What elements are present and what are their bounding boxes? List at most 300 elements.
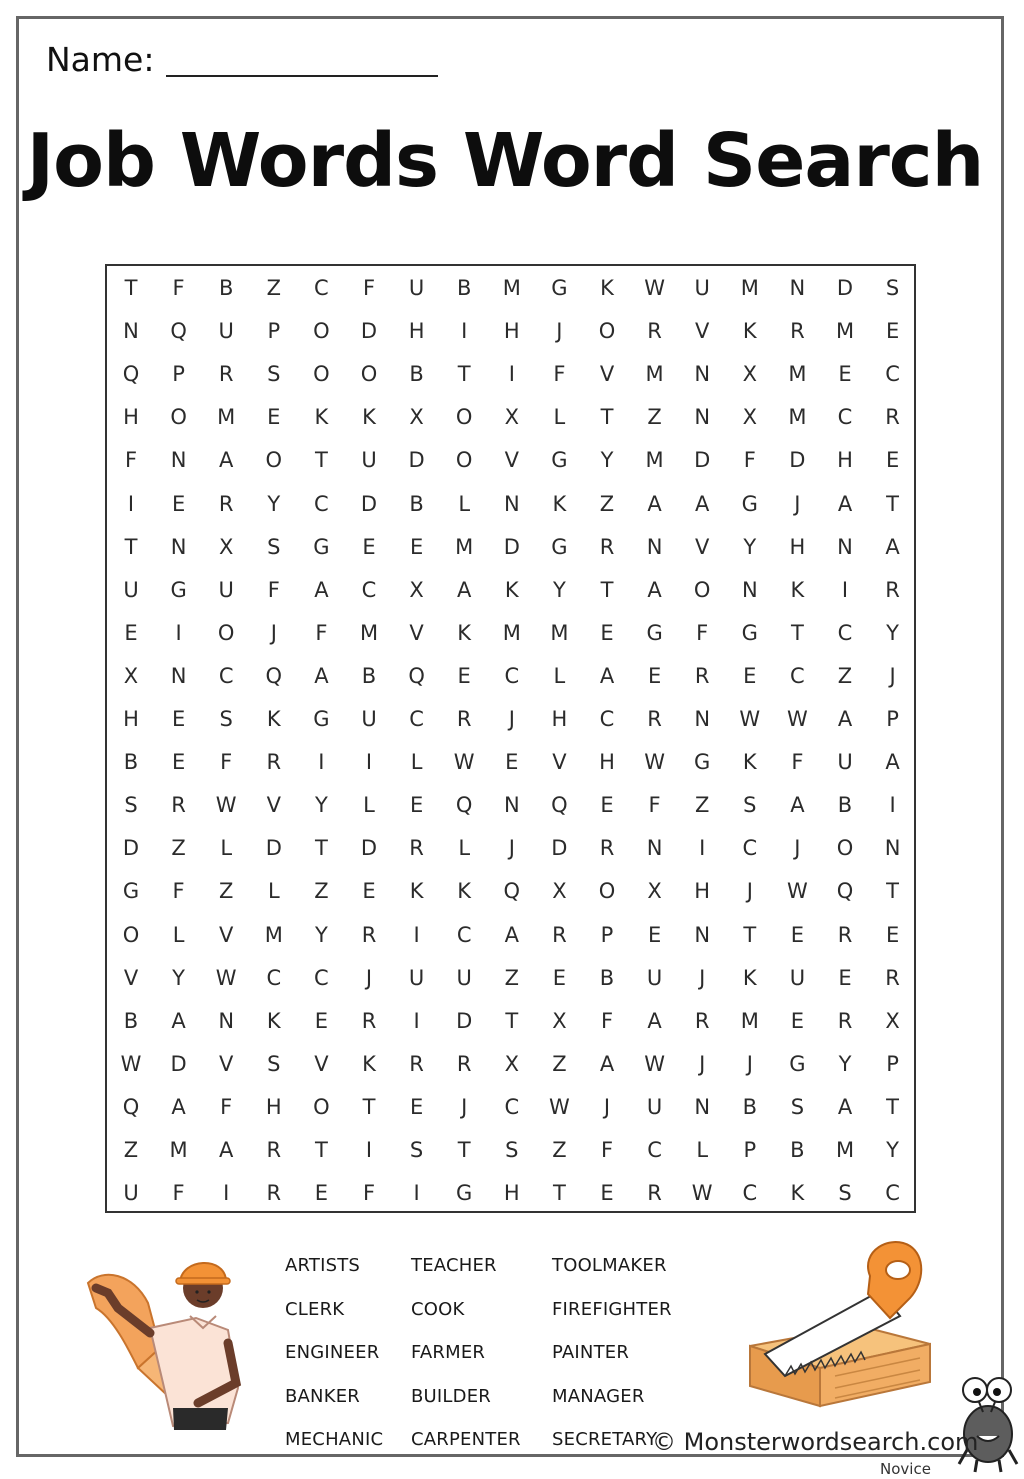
grid-letter[interactable]: T	[886, 1094, 899, 1119]
grid-letter[interactable]: Y	[838, 1051, 852, 1076]
grid-letter[interactable]: R	[361, 922, 377, 947]
grid-letter[interactable]: U	[646, 965, 663, 990]
grid-letter[interactable]: H	[599, 750, 615, 775]
grid-letter[interactable]: A	[219, 448, 234, 473]
grid-letter[interactable]: E	[409, 1094, 424, 1119]
grid-letter[interactable]: N	[170, 663, 187, 688]
grid-letter[interactable]: T	[457, 362, 471, 387]
grid-letter[interactable]: U	[694, 276, 710, 300]
grid-letter[interactable]: A	[647, 491, 662, 516]
grid-letter[interactable]: T	[886, 879, 899, 904]
grid-letter[interactable]: E	[457, 663, 471, 688]
grid-letter[interactable]: U	[408, 276, 425, 300]
grid-letter[interactable]: E	[647, 922, 662, 947]
grid-letter[interactable]: N	[170, 534, 187, 559]
grid-letter[interactable]: C	[361, 577, 377, 602]
grid-letter[interactable]: X	[885, 1008, 900, 1033]
grid-letter[interactable]: V	[219, 1051, 234, 1076]
grid-letter[interactable]: M	[169, 1138, 188, 1162]
grid-letter[interactable]: J	[461, 1094, 468, 1119]
grid-letter[interactable]: U	[218, 319, 234, 344]
grid-letter[interactable]: D	[122, 836, 140, 861]
grid-letter[interactable]: D	[360, 836, 378, 861]
grid-letter[interactable]: M	[788, 362, 807, 387]
grid-letter[interactable]: M	[264, 922, 283, 947]
grid-letter[interactable]: M	[645, 448, 664, 473]
grid-letter[interactable]: H	[503, 319, 520, 344]
grid-letter[interactable]: F	[220, 1094, 233, 1119]
grid-letter[interactable]: Y	[600, 448, 614, 473]
grid-letter[interactable]: G	[694, 750, 711, 775]
grid-letter[interactable]: X	[552, 1008, 567, 1033]
grid-letter[interactable]: E	[600, 620, 614, 645]
grid-letter[interactable]: T	[790, 620, 804, 645]
grid-letter[interactable]: G	[551, 276, 568, 300]
grid-letter[interactable]: T	[124, 276, 138, 300]
grid-letter[interactable]: O	[170, 405, 187, 430]
grid-letter[interactable]: K	[314, 405, 329, 430]
grid-letter[interactable]: S	[743, 793, 757, 818]
grid-letter[interactable]: I	[841, 577, 849, 602]
grid-letter[interactable]: Z	[694, 793, 710, 818]
grid-letter[interactable]: M	[359, 620, 379, 645]
grid-letter[interactable]: E	[314, 1008, 329, 1033]
grid-letter[interactable]: Z	[599, 491, 615, 516]
grid-letter[interactable]: S	[124, 793, 138, 818]
grid-letter[interactable]: I	[365, 1138, 373, 1162]
grid-letter[interactable]: B	[123, 1008, 139, 1033]
grid-letter[interactable]: W	[215, 793, 237, 818]
grid-letter[interactable]: Q	[408, 663, 425, 688]
grid-letter[interactable]: M	[740, 276, 759, 300]
grid-letter[interactable]: U	[789, 965, 806, 990]
grid-letter[interactable]: V	[123, 965, 139, 990]
grid-letter[interactable]: T	[505, 1008, 519, 1033]
grid-letter[interactable]: A	[885, 750, 900, 775]
grid-letter[interactable]: I	[413, 1181, 420, 1206]
grid-letter[interactable]: W	[787, 879, 808, 904]
grid-letter[interactable]: O	[313, 319, 330, 344]
grid-letter[interactable]: E	[267, 405, 281, 430]
grid-letter[interactable]: E	[600, 793, 614, 818]
grid-letter[interactable]: G	[551, 534, 568, 559]
grid-letter[interactable]: H	[837, 448, 853, 473]
grid-letter[interactable]: Q	[503, 879, 521, 904]
grid-letter[interactable]: Y	[552, 577, 566, 602]
grid-letter[interactable]: X	[552, 879, 567, 904]
grid-letter[interactable]: A	[885, 534, 900, 559]
grid-letter[interactable]: J	[270, 620, 277, 645]
grid-letter[interactable]: Z	[504, 965, 519, 990]
grid-letter[interactable]: X	[742, 405, 757, 430]
grid-letter[interactable]: X	[504, 405, 519, 430]
grid-letter[interactable]: V	[552, 750, 567, 775]
grid-letter[interactable]: M	[645, 362, 664, 387]
grid-letter[interactable]: A	[171, 1008, 186, 1033]
grid-letter[interactable]: U	[361, 448, 377, 473]
grid-letter[interactable]: B	[218, 276, 234, 300]
grid-letter[interactable]: U	[123, 577, 139, 602]
grid-letter[interactable]: A	[695, 491, 710, 516]
grid-letter[interactable]: D	[360, 491, 378, 516]
grid-letter[interactable]: A	[837, 491, 853, 516]
grid-letter[interactable]: K	[266, 707, 281, 731]
grid-letter[interactable]: T	[600, 405, 614, 430]
grid-letter[interactable]: H	[503, 1181, 520, 1206]
grid-letter[interactable]: C	[790, 663, 805, 688]
grid-letter[interactable]: L	[553, 663, 566, 688]
grid-letter[interactable]: R	[218, 491, 234, 516]
grid-letter[interactable]: K	[457, 879, 472, 904]
grid-letter[interactable]: D	[789, 448, 806, 473]
grid-letter[interactable]: C	[504, 1094, 520, 1119]
grid-letter[interactable]: H	[408, 319, 425, 344]
grid-letter[interactable]: V	[219, 922, 234, 947]
grid-letter[interactable]: J	[746, 879, 753, 904]
grid-letter[interactable]: R	[361, 1008, 377, 1033]
grid-letter[interactable]: N	[694, 922, 711, 947]
grid-letter[interactable]: J	[889, 663, 896, 688]
grid-letter[interactable]: C	[266, 965, 282, 990]
grid-letter[interactable]: N	[170, 448, 187, 473]
grid-letter[interactable]: H	[551, 707, 568, 731]
grid-letter[interactable]: P	[886, 707, 899, 731]
grid-letter[interactable]: M	[550, 620, 569, 645]
grid-letter[interactable]: V	[504, 448, 519, 473]
grid-letter[interactable]: J	[603, 1094, 611, 1119]
grid-letter[interactable]: U	[646, 1094, 663, 1119]
grid-letter[interactable]: R	[552, 922, 567, 947]
grid-letter[interactable]: J	[794, 836, 801, 861]
grid-letter[interactable]: T	[314, 448, 328, 473]
grid-letter[interactable]: R	[694, 663, 710, 688]
grid-letter[interactable]: K	[552, 491, 567, 516]
grid-letter[interactable]: O	[455, 448, 473, 473]
grid-letter[interactable]: K	[362, 405, 376, 430]
grid-letter[interactable]: W	[787, 707, 808, 731]
grid-letter[interactable]: F	[600, 1138, 614, 1162]
grid-letter[interactable]: D	[456, 1008, 473, 1033]
grid-letter[interactable]: U	[456, 965, 472, 990]
grid-letter[interactable]: R	[171, 793, 186, 818]
grid-letter[interactable]: E	[885, 319, 900, 344]
grid-letter[interactable]: L	[458, 491, 471, 516]
grid-letter[interactable]: E	[838, 362, 852, 387]
grid-letter[interactable]: R	[885, 405, 900, 430]
grid-letter[interactable]: I	[508, 362, 515, 387]
grid-letter[interactable]: A	[457, 577, 472, 602]
grid-letter[interactable]: E	[600, 1181, 614, 1206]
grid-letter[interactable]: Y	[886, 620, 899, 645]
grid-letter[interactable]: F	[600, 1008, 614, 1033]
grid-letter[interactable]: R	[266, 750, 282, 775]
grid-letter[interactable]: F	[220, 750, 233, 775]
grid-letter[interactable]: D	[265, 836, 282, 861]
grid-letter[interactable]: N	[884, 836, 901, 861]
grid-letter[interactable]: W	[120, 1051, 142, 1076]
grid-letter[interactable]: Q	[122, 362, 140, 387]
grid-letter[interactable]: O	[360, 362, 378, 387]
grid-letter[interactable]: Z	[837, 663, 853, 688]
grid-letter[interactable]: G	[646, 620, 663, 645]
grid-letter[interactable]: S	[219, 707, 233, 731]
grid-letter[interactable]: Z	[647, 405, 662, 430]
grid-letter[interactable]: U	[218, 577, 234, 602]
grid-letter[interactable]: P	[743, 1138, 757, 1162]
grid-letter[interactable]: W	[215, 965, 237, 990]
grid-letter[interactable]: G	[313, 534, 330, 559]
grid-letter[interactable]: R	[647, 319, 662, 344]
grid-letter[interactable]: G	[741, 491, 758, 516]
grid-letter[interactable]: C	[218, 663, 234, 688]
grid-letter[interactable]: E	[838, 965, 852, 990]
grid-letter[interactable]: L	[458, 836, 471, 861]
grid-letter[interactable]: J	[508, 836, 515, 861]
grid-letter[interactable]: F	[362, 276, 376, 300]
grid-letter[interactable]: C	[314, 965, 329, 990]
grid-letter[interactable]: K	[457, 620, 472, 645]
grid-letter[interactable]: I	[461, 319, 468, 344]
grid-letter[interactable]: G	[741, 620, 758, 645]
grid-letter[interactable]: K	[790, 1181, 805, 1206]
grid-letter[interactable]: R	[218, 362, 234, 387]
grid-letter[interactable]: X	[647, 879, 662, 904]
grid-letter[interactable]: R	[599, 534, 615, 559]
grid-letter[interactable]: T	[124, 534, 138, 559]
grid-letter[interactable]: S	[790, 1094, 805, 1119]
grid-letter[interactable]: F	[172, 276, 185, 300]
grid-letter[interactable]: V	[599, 362, 615, 387]
grid-letter[interactable]: A	[314, 577, 329, 602]
grid-letter[interactable]: B	[123, 750, 139, 775]
grid-letter[interactable]: M	[835, 319, 855, 344]
grid-letter[interactable]: C	[837, 405, 853, 430]
grid-letter[interactable]: R	[647, 707, 662, 731]
grid-letter[interactable]: A	[647, 1008, 662, 1033]
grid-letter[interactable]: F	[362, 1181, 376, 1206]
grid-letter[interactable]: M	[502, 276, 521, 300]
grid-letter[interactable]: E	[647, 663, 662, 688]
grid-letter[interactable]: L	[553, 405, 566, 430]
grid-letter[interactable]: M	[455, 534, 474, 559]
grid-letter[interactable]: I	[127, 491, 135, 516]
grid-letter[interactable]: R	[837, 1008, 853, 1033]
grid-letter[interactable]: K	[790, 577, 805, 602]
grid-letter[interactable]: H	[123, 405, 139, 430]
grid-letter[interactable]: E	[409, 534, 424, 559]
grid-letter[interactable]: B	[409, 491, 424, 516]
grid-letter[interactable]: G	[313, 707, 330, 731]
grid-letter[interactable]: U	[123, 1181, 139, 1206]
grid-letter[interactable]: N	[646, 534, 663, 559]
grid-letter[interactable]: J	[365, 965, 373, 990]
grid-letter[interactable]: D	[360, 319, 378, 344]
grid-letter[interactable]: H	[789, 534, 806, 559]
grid-letter[interactable]: A	[314, 663, 329, 688]
grid-letter[interactable]: J	[699, 1051, 706, 1076]
grid-letter[interactable]: C	[885, 1181, 900, 1206]
grid-letter[interactable]: Q	[265, 663, 283, 688]
grid-letter[interactable]: V	[314, 1051, 329, 1076]
grid-letter[interactable]: M	[502, 620, 521, 645]
grid-letter[interactable]: C	[409, 707, 424, 731]
grid-letter[interactable]: N	[694, 1094, 711, 1119]
grid-letter[interactable]: E	[171, 750, 186, 775]
grid-letter[interactable]: I	[413, 1008, 420, 1033]
grid-letter[interactable]: S	[409, 1138, 424, 1162]
grid-letter[interactable]: L	[172, 922, 185, 947]
grid-letter[interactable]: J	[699, 965, 706, 990]
grid-letter[interactable]: Q	[122, 1094, 140, 1119]
grid-letter[interactable]: B	[599, 965, 615, 990]
grid-letter[interactable]: R	[266, 1138, 282, 1162]
grid-letter[interactable]: O	[693, 577, 711, 602]
grid-letter[interactable]: Q	[455, 793, 473, 818]
grid-letter[interactable]: V	[409, 620, 424, 645]
grid-letter[interactable]: M	[835, 1138, 855, 1162]
grid-letter[interactable]: E	[552, 965, 567, 990]
grid-letter[interactable]: C	[885, 362, 900, 387]
grid-letter[interactable]: T	[600, 577, 614, 602]
grid-letter[interactable]: E	[314, 1181, 329, 1206]
grid-letter[interactable]: W	[549, 1094, 570, 1119]
grid-letter[interactable]: N	[503, 491, 520, 516]
grid-letter[interactable]: I	[175, 620, 182, 645]
grid-letter[interactable]: K	[266, 1008, 281, 1033]
grid-letter[interactable]: F	[172, 879, 185, 904]
grid-letter[interactable]: F	[315, 620, 328, 645]
grid-letter[interactable]: N	[646, 836, 663, 861]
grid-letter[interactable]: U	[837, 750, 853, 775]
grid-letter[interactable]: Y	[743, 534, 757, 559]
grid-letter[interactable]: D	[551, 836, 568, 861]
grid-letter[interactable]: O	[598, 319, 616, 344]
grid-letter[interactable]: R	[885, 965, 900, 990]
grid-letter[interactable]: N	[694, 362, 711, 387]
grid-letter[interactable]: Y	[314, 793, 328, 818]
grid-letter[interactable]: T	[886, 491, 899, 516]
grid-letter[interactable]: M	[788, 405, 807, 430]
grid-letter[interactable]: B	[456, 276, 472, 300]
grid-letter[interactable]: I	[223, 1181, 230, 1206]
grid-letter[interactable]: T	[314, 836, 328, 861]
grid-letter[interactable]: O	[217, 620, 235, 645]
grid-letter[interactable]: N	[694, 405, 711, 430]
grid-letter[interactable]: E	[171, 491, 186, 516]
grid-letter[interactable]: R	[790, 319, 805, 344]
grid-letter[interactable]: F	[648, 793, 661, 818]
grid-letter[interactable]: Q	[551, 793, 568, 818]
grid-letter[interactable]: A	[504, 922, 519, 947]
grid-letter[interactable]: R	[456, 707, 472, 731]
grid-letter[interactable]: N	[694, 707, 711, 731]
grid-letter[interactable]: C	[504, 663, 520, 688]
grid-letter[interactable]: O	[122, 922, 140, 947]
grid-letter[interactable]: X	[218, 534, 234, 559]
grid-letter[interactable]: T	[314, 1138, 328, 1162]
grid-letter[interactable]: F	[172, 1181, 185, 1206]
grid-letter[interactable]: W	[739, 707, 761, 731]
grid-letter[interactable]: S	[267, 1051, 281, 1076]
grid-letter[interactable]: O	[598, 879, 616, 904]
grid-letter[interactable]: A	[837, 707, 853, 731]
grid-letter[interactable]: V	[695, 319, 710, 344]
grid-letter[interactable]: X	[742, 362, 757, 387]
grid-letter[interactable]: O	[313, 1094, 330, 1119]
grid-letter[interactable]: T	[457, 1138, 471, 1162]
grid-letter[interactable]: P	[172, 362, 185, 387]
grid-letter[interactable]: F	[267, 577, 280, 602]
grid-letter[interactable]: B	[790, 1138, 805, 1162]
grid-letter[interactable]: S	[505, 1138, 519, 1162]
grid-letter[interactable]: B	[837, 793, 853, 818]
grid-letter[interactable]: K	[504, 577, 519, 602]
grid-letter[interactable]: N	[789, 276, 806, 300]
grid-letter[interactable]: D	[836, 276, 854, 300]
grid-letter[interactable]: Z	[552, 1138, 567, 1162]
grid-letter[interactable]: L	[267, 879, 280, 904]
grid-letter[interactable]: R	[599, 836, 615, 861]
grid-letter[interactable]: K	[409, 879, 424, 904]
grid-letter[interactable]: N	[503, 793, 520, 818]
grid-letter[interactable]: X	[409, 405, 424, 430]
grid-letter[interactable]: I	[318, 750, 325, 775]
grid-letter[interactable]: R	[647, 1181, 662, 1206]
grid-letter[interactable]: E	[790, 922, 805, 947]
grid-letter[interactable]: M	[217, 405, 236, 430]
grid-letter[interactable]: R	[409, 836, 424, 861]
grid-letter[interactable]: W	[644, 750, 665, 775]
grid-letter[interactable]: Z	[171, 836, 186, 861]
grid-letter[interactable]: H	[694, 879, 711, 904]
grid-letter[interactable]: V	[695, 534, 710, 559]
grid-letter[interactable]: D	[408, 448, 425, 473]
grid-letter[interactable]: O	[455, 405, 473, 430]
grid-letter[interactable]: H	[123, 707, 139, 731]
grid-letter[interactable]: W	[644, 276, 665, 300]
grid-letter[interactable]: F	[124, 448, 138, 473]
grid-letter[interactable]: A	[599, 1051, 615, 1076]
grid-letter[interactable]: U	[361, 707, 377, 731]
grid-letter[interactable]: T	[552, 1181, 566, 1206]
grid-letter[interactable]: I	[699, 836, 706, 861]
grid-letter[interactable]: O	[836, 836, 854, 861]
grid-letter[interactable]: K	[742, 965, 757, 990]
grid-letter[interactable]: G	[789, 1051, 806, 1076]
grid-letter[interactable]: G	[551, 448, 568, 473]
grid-letter[interactable]: N	[741, 577, 758, 602]
grid-letter[interactable]: G	[456, 1181, 473, 1206]
grid-letter[interactable]: Q	[836, 879, 854, 904]
grid-letter[interactable]: N	[123, 319, 139, 344]
grid-letter[interactable]: W	[453, 750, 475, 775]
grid-letter[interactable]: T	[362, 1094, 376, 1119]
name-input-line[interactable]	[166, 75, 438, 77]
grid-letter[interactable]: F	[743, 448, 756, 473]
grid-letter[interactable]: L	[410, 750, 423, 775]
grid-letter[interactable]: E	[885, 448, 900, 473]
grid-letter[interactable]: K	[742, 319, 757, 344]
grid-letter[interactable]: S	[267, 362, 281, 387]
grid-letter[interactable]: A	[599, 663, 615, 688]
grid-letter[interactable]: A	[837, 1094, 853, 1119]
grid-letter[interactable]: B	[361, 663, 377, 688]
grid-letter[interactable]: V	[266, 793, 281, 818]
grid-letter[interactable]: R	[837, 922, 853, 947]
grid-letter[interactable]: D	[170, 1051, 187, 1076]
grid-letter[interactable]: I	[889, 793, 896, 818]
grid-letter[interactable]: X	[504, 1051, 519, 1076]
